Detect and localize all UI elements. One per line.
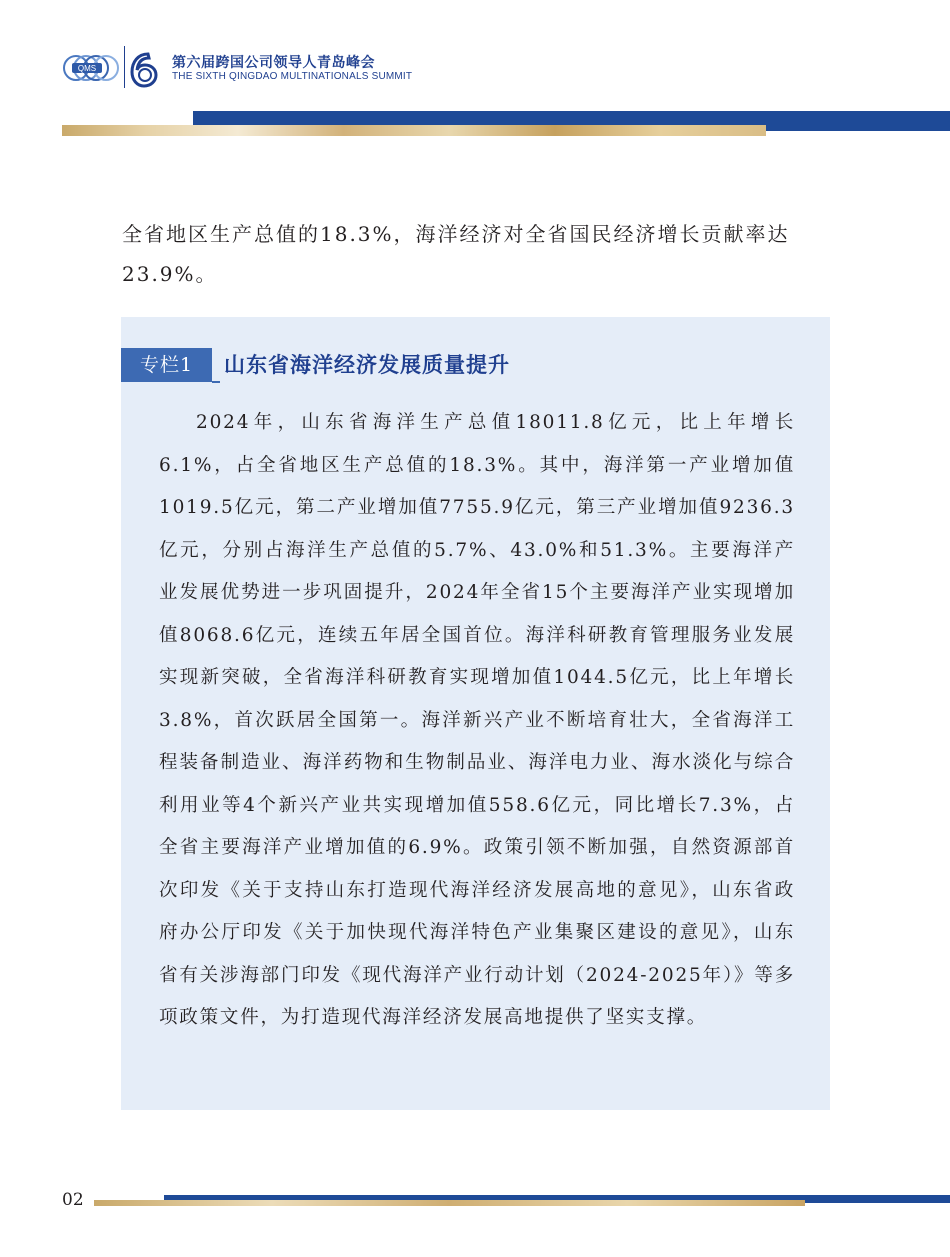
summit-logo xyxy=(62,46,162,90)
column-body: 2024年，山东省海洋生产总值18011.8亿元，比上年增长6.1%，占全省地区生产总值的18.3%。其中，海洋第一产业增加值1019.5亿元，第二产业增加值7755.9亿元，第三产业增加值9236.3亿元，分别占海洋生产总值的5.7%、43.0%和51.3%。主要海洋产业发展优势进一步巩固提升，2024年全省15个主要海洋产业实现增加值8068.6亿元，连续五年居全国首位。海洋科研教育管理服务业发展实现新突破，全省海洋科研教育实现增加值1044.5亿元，比上年增长3.8%，首次跃居全国第一。海洋新兴产业不断培育壮大，全省海洋工程装备制造业、海洋药物和生物制品业、海洋电力业、海水淡化与综合利用业等4个新兴产业共实现增加值558.6亿元，同比增长7.3%，占全省主要海洋产业增加值的6.9%。政策引领不断加强，自然资源部首次印发《关于支持山东打造现代海洋经济发展高地的意见》，山东省政府办公厅印发《关于加快现代海洋特色产业集聚区建设的意见》，山东省有关涉海部门印发《现代海洋产业行动计划（2024-2025年）》等多项政策文件，为打造现代海洋经济发展高地提供了坚实支撑。 xyxy=(159,412,795,1028)
summit-title-cn: 第六届跨国公司领导人青岛峰会 xyxy=(172,55,375,71)
summit-title-en: THE SIXTH QINGDAO MULTINATIONALS SUMMIT xyxy=(172,71,413,82)
footer-gold-bar xyxy=(94,1200,805,1206)
column-label: 专栏1 xyxy=(121,348,212,382)
logo-divider xyxy=(124,46,125,88)
header-gold-bar xyxy=(62,125,766,136)
svg-text:QMS: QMS xyxy=(77,64,97,73)
column-title: 山东省海洋经济发展质量提升 xyxy=(224,353,510,377)
page-number: 02 xyxy=(62,1190,84,1210)
intro-paragraph: 全省地区生产总值的18.3%，海洋经济对全省国民经济增长贡献率达23.9%。 xyxy=(122,222,790,286)
column-label-rule xyxy=(212,381,220,383)
page-header xyxy=(0,0,950,140)
